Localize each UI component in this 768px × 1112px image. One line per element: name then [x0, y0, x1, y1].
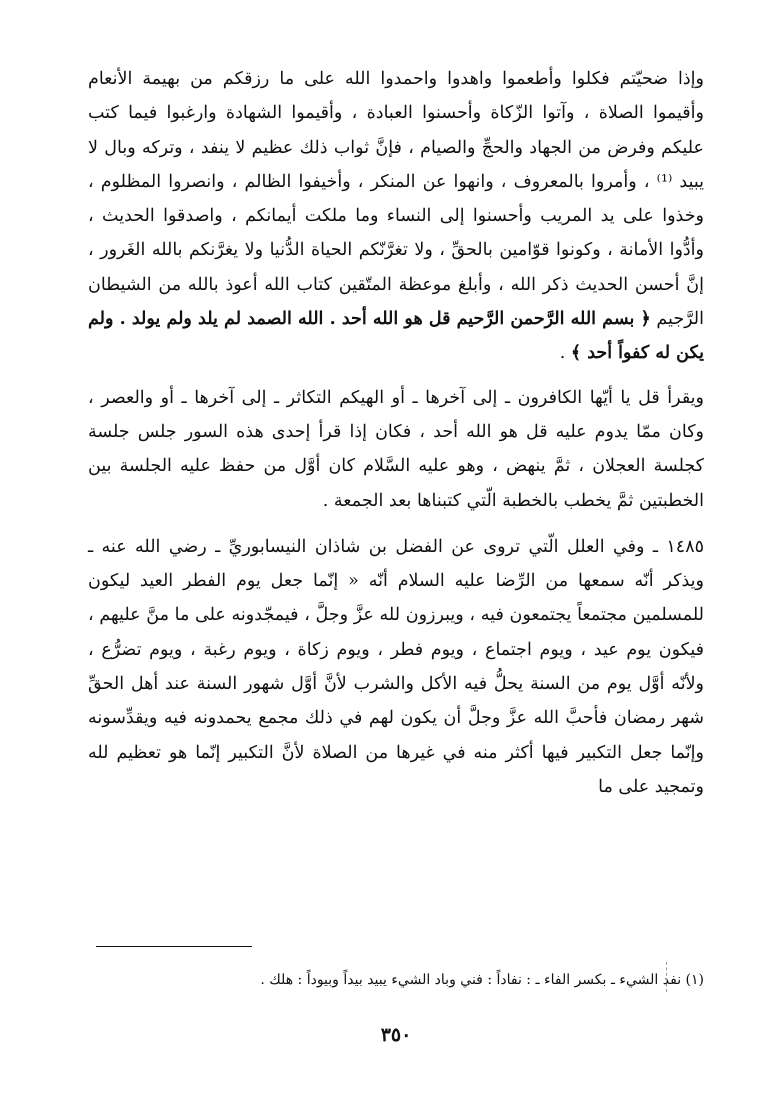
page-number: ٣٥٠ — [380, 1024, 412, 1046]
sermon-text: وإذا ضحيّتم فكلوا وأطعموا واهدوا واحمدوا الله على ما رزقكم من بهيمة الأنعام وأقيموا الصلاة ، وآتوا الزّكاة وأحسنوا العبادة ، وأقيموا الشهادة وارغبوا فيما كتب عليكم وفرض من الجهاد والحجِّ والصيام ، فإنَّ ثواب ذلك عظيم لا ينفد ، وتركه وبال لا يبيد ⁽¹⁾ ، وأمروا بالمعروف ، وانهوا عن المنكر ، وأخيفوا الظالم ، وانصروا المظلوم ، وخذوا على يد المريب وأحسنوا إلى النساء وما ملكت أيمانكم ، واصدقوا الحديث ، وأدُّوا الأمانة ، وكونوا قوّامين بالحقِّ ، ولا تغرَّنّكم الحياة الدُّنيا ولا يغرَّنكم بالله الغَرور ، إنَّ أحسن الحديث ذكر الله ، وأبلغ موعظة المتّقين كتاب الله أعوذ بالله من الشيطان الرَّجيم — [88, 69, 705, 330]
book-page — [88, 62, 704, 1092]
footnote-divider — [96, 946, 252, 947]
margin-mark — [666, 962, 667, 992]
paragraph-recitation: ويقرأ قل يا أيّها الكافرون ـ إلى آخرها ـ أو الهيكم التكاثر ـ إلى آخرها ـ أو والعصر ، وكان ممّا يدوم عليه قل هو الله أحد ، فكان إذا قرأ إحدى هذه السور جلس جلسة كجلسة العجلان ، ثمَّ ينهض ، وهو عليه السَّلام كان أوَّل من حفظ عليه الجلسة بين الخطبتين ثمَّ يخطب بالخطبة الّتي كتبناها بعد الجمعة . — [88, 387, 704, 511]
footnote: (١) نفد الشيء ـ بكسر الفاء ـ : نفاداً : فني وباد الشيء يبيد بيداً وبيوداً : هلك . — [260, 972, 704, 988]
paragraph-sermon-ending — [88, 62, 704, 371]
paragraph-hadith-1485: ١٤٨٥ ـ وفي العلل الّتي تروى عن الفضل بن شاذان النيسابوريِّ ـ رضي الله عنه ـ ويذكر أنّه سمعها من الرِّضا عليه السلام أنّه « إنّما جعل يوم الفطر العيد ليكون للمسلمين مجتمعاً يجتمعون فيه ، ويبرزون لله عزَّ وجلَّ ، فيمجّدونه على ما منَّ عليهم ، فيكون يوم عيد ، ويوم اجتماع ، ويوم فطر ، ويوم زكاة ، ويوم رغبة ، ويوم تضرُّع ، ولأنّه أوَّل يوم من السنة يحلُّ فيه الأكل والشرب لأنَّ أوَّل شهور السنة عند أهل الحقِّ شهر رمضان فأحبَّ الله عزَّ وجلَّ أن يكون لهم في ذلك مجمع يحمدونه فيه ويقدِّسونه وإنّما جعل التكبير فيها أكثر منه في غيرها من الصلاة لأنَّ التكبير إنّما هو تعظيم لله وتمجيد على ما — [88, 536, 704, 797]
quran-verse-ikhlas: ﴿ بسم الله الرَّحمن الرَّحيم قل هو الله أحد . الله الصمد لم يلد ولم يولد . ولم يكن له كفواً أحد ﴾ — [88, 309, 704, 364]
sermon-text-end: . — [559, 343, 571, 364]
